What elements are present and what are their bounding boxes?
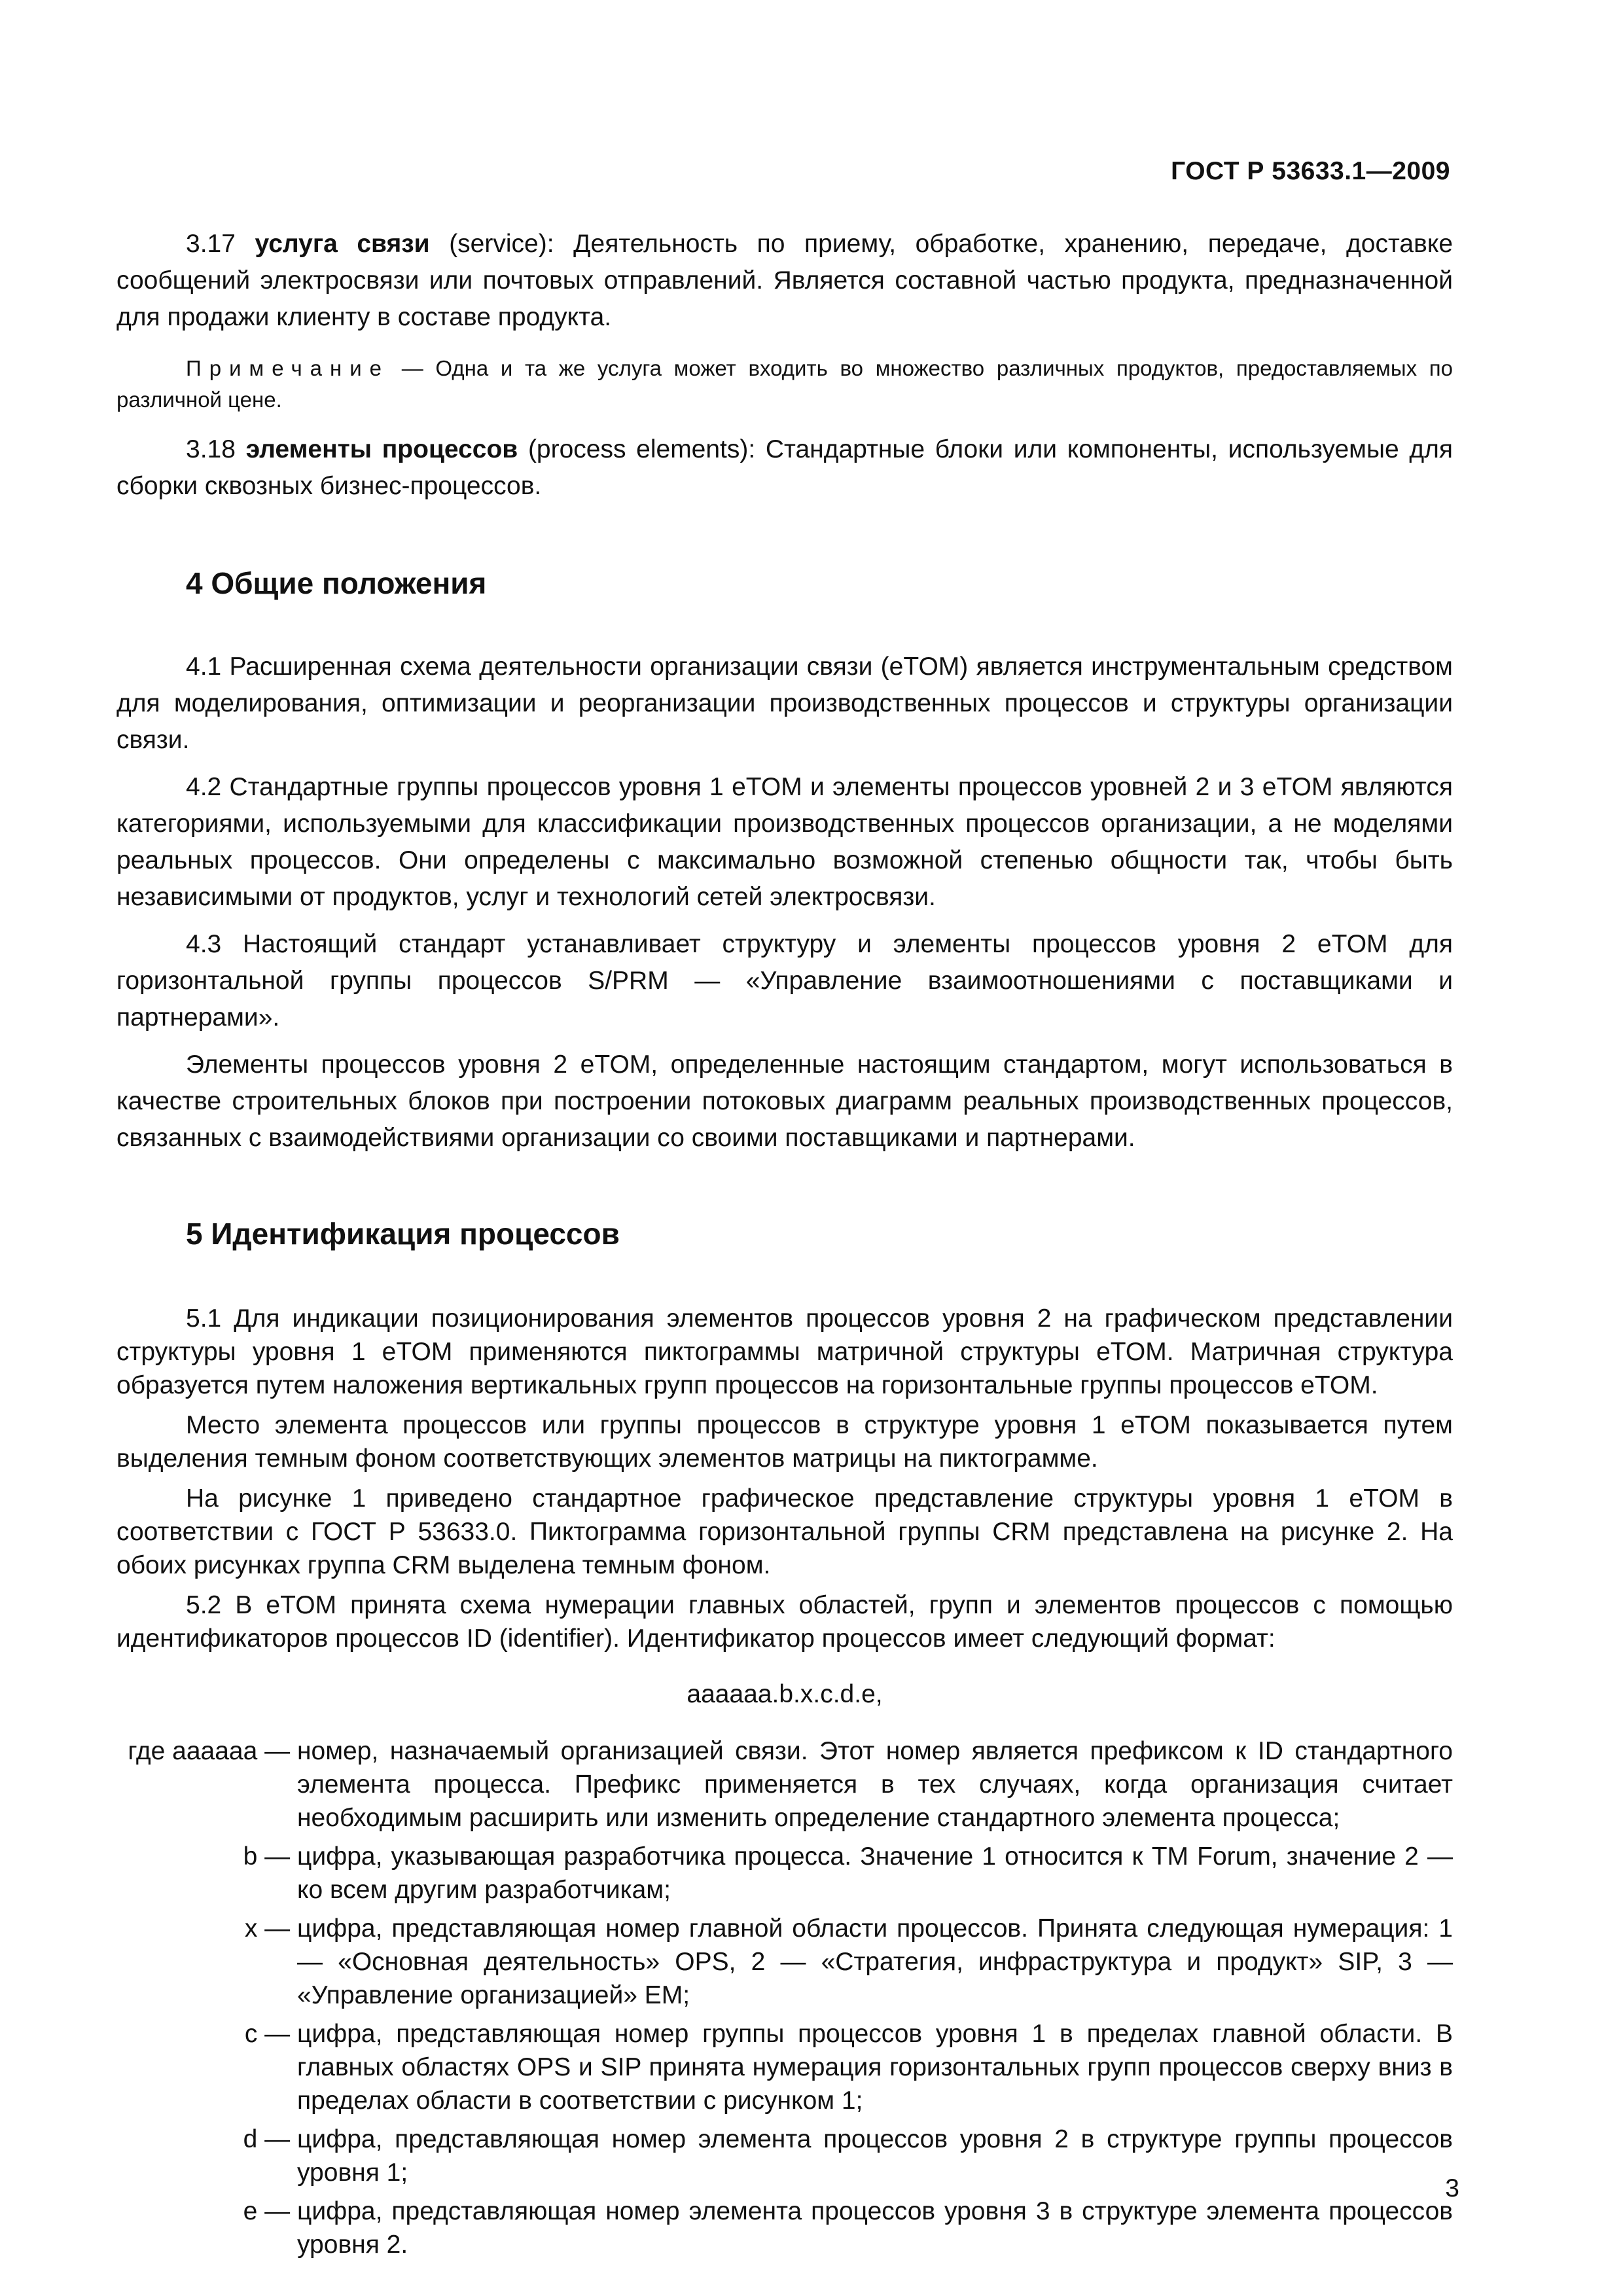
definition-term: x —	[244, 1914, 297, 1943]
note-text: — Одна и та же услуга может входить во множество различных продуктов, предоставляемых по различной цене.	[116, 356, 1453, 412]
paragraph-4-3-continued: Элементы процессов уровня 2 eTOM, определенные настоящим стандартом, могут использоваться в качестве строительных блоков при построении потоковых диаграмм реальных производственных процессов, связанных с взаимодействиями организации со своими поставщиками и партнерами.	[116, 1050, 1453, 1152]
page-body	[116, 226, 1453, 2261]
paragraph-4-2: 4.2 Стандартные группы процессов уровня 1 eTOM и элементы процессов уровней 2 и 3 eTOM являются категориями, используемыми для классификации производственных процессов организации, а не моделями реальных процессов. Они определены с максимально возможной степенью общности так, чтобы быть независимыми от продуктов, услуг и технологий сетей электросвязи.	[116, 773, 1453, 911]
paragraph-4-1: 4.1 Расширенная схема деятельности организации связи (eTOM) является инструментальным средством для моделирования, оптимизации и реорганизации производственных процессов и структуры организации связи.	[116, 653, 1453, 754]
definition-term: где aaaaaa —	[128, 1737, 297, 1765]
note	[116, 353, 1453, 416]
note-label: Примечание	[186, 356, 390, 380]
document-code-header: ГОСТ Р 53633.1—2009	[1171, 157, 1450, 185]
id-format-formula: aaaaaa.b.x.c.d.e,	[687, 1680, 883, 1708]
definition-description: номер, назначаемый организацией связи. Этот номер является префиксом к ID стандартного элемента процесса. Префикс применяется в тех случаях, когда организация считает необходимым расширить или изменить определение стандартного элемента процесса;	[297, 1737, 1453, 1832]
definition-description: цифра, представляющая номер элемента процессов уровня 2 в структуре группы процессов уровня 1;	[297, 2125, 1453, 2187]
definition-term: d —	[243, 2125, 297, 2153]
definition-item	[116, 1840, 1453, 1907]
section-4-heading: 4 Общие положения	[186, 566, 487, 600]
definition-item	[116, 2123, 1453, 2189]
definition-description: цифра, представляющая номер элемента процессов уровня 3 в структуре элемента процессов уровня 2.	[297, 2197, 1453, 2259]
defined-term: услуга связи	[255, 230, 430, 258]
paragraph-5-1-c: На рисунке 1 приведено стандартное графическое представление структуры уровня 1 eTOM в соответствии с ГОСТ Р 53633.0. Пиктограмма горизонтальной группы CRM представлена на рисунке 2. На обоих рисунках группа CRM выделена темным фоном.	[116, 1484, 1453, 1579]
definition-description: цифра, представляющая номер главной области процессов. Принята следующая нумерация: 1 — «Основная деятельность» OPS, 2 — «Стратегия, инфраструктура и продукт» SIP, 3 — «Управление организацией» EM;	[297, 1914, 1453, 2009]
defined-term: элементы процессов	[245, 435, 518, 463]
clause-number: 3.17	[186, 230, 255, 258]
definition-term: c —	[244, 2020, 297, 2048]
definition-term: b —	[243, 1842, 297, 1871]
definition-term: e —	[243, 2197, 297, 2225]
section-5-body	[116, 1302, 1453, 2261]
definition-text: (process elements): Стандартные блоки или компоненты, используемые для сборки сквозных бизнес-процессов.	[116, 435, 1454, 500]
paragraph-5-1-b: Место элемента процессов или группы процессов в структуре уровня 1 eTOM показывается путем выделения темным фоном соответствующих элементов матрицы на пиктограмме.	[116, 1411, 1453, 1473]
definition-item	[116, 1734, 1453, 1835]
definition-description: цифра, указывающая разработчика процесса. Значение 1 относится к TM Forum, значение 2 — ко всем другим разработчикам;	[297, 1842, 1453, 1904]
definition-3-17	[116, 226, 1453, 336]
clause-number: 3.18	[186, 435, 246, 463]
definition-text: (service): Деятельность по приему, обработке, хранению, передаче, доставке сообщений электросвязи или почтовых отправлений. Является составной частью продукта, предназначенной для продажи клиенту в составе продукта.	[116, 230, 1454, 331]
paragraph-5-1: 5.1 Для индикации позиционирования элементов процессов уровня 2 на графическом представлении структуры уровня 1 eTOM применяются пиктограммы матричной структуры eTOM. Матричная структура образуется путем наложения вертикальных групп процессов на горизонтальные группы процессов eTOM.	[116, 1304, 1453, 1399]
section-5-heading: 5 Идентификация процессов	[186, 1217, 620, 1251]
definition-3-18	[116, 431, 1453, 505]
definition-item	[116, 1912, 1453, 2012]
definition-item	[116, 2017, 1453, 2117]
definition-item	[116, 2195, 1453, 2261]
definition-description: цифра, представляющая номер группы процессов уровня 1 в пределах главной области. В главных областях OPS и SIP принята нумерация горизонтальных групп процессов сверху вниз в пределах области в соответствии с рисунком 1;	[297, 2020, 1453, 2115]
page-number: 3	[1445, 2174, 1459, 2202]
paragraph-5-2: 5.2 В eTOM принята схема нумерации главных областей, групп и элементов процессов с помощью идентификаторов процессов ID (identifier). Идентификатор процессов имеет следующий формат:	[116, 1591, 1453, 1653]
paragraph-4-3: 4.3 Настоящий стандарт устанавливает структуру и элементы процессов уровня 2 eTOM для горизонтальной группы процессов S/PRM — «Управление взаимоотношениями с поставщиками и партнерами».	[116, 930, 1453, 1031]
